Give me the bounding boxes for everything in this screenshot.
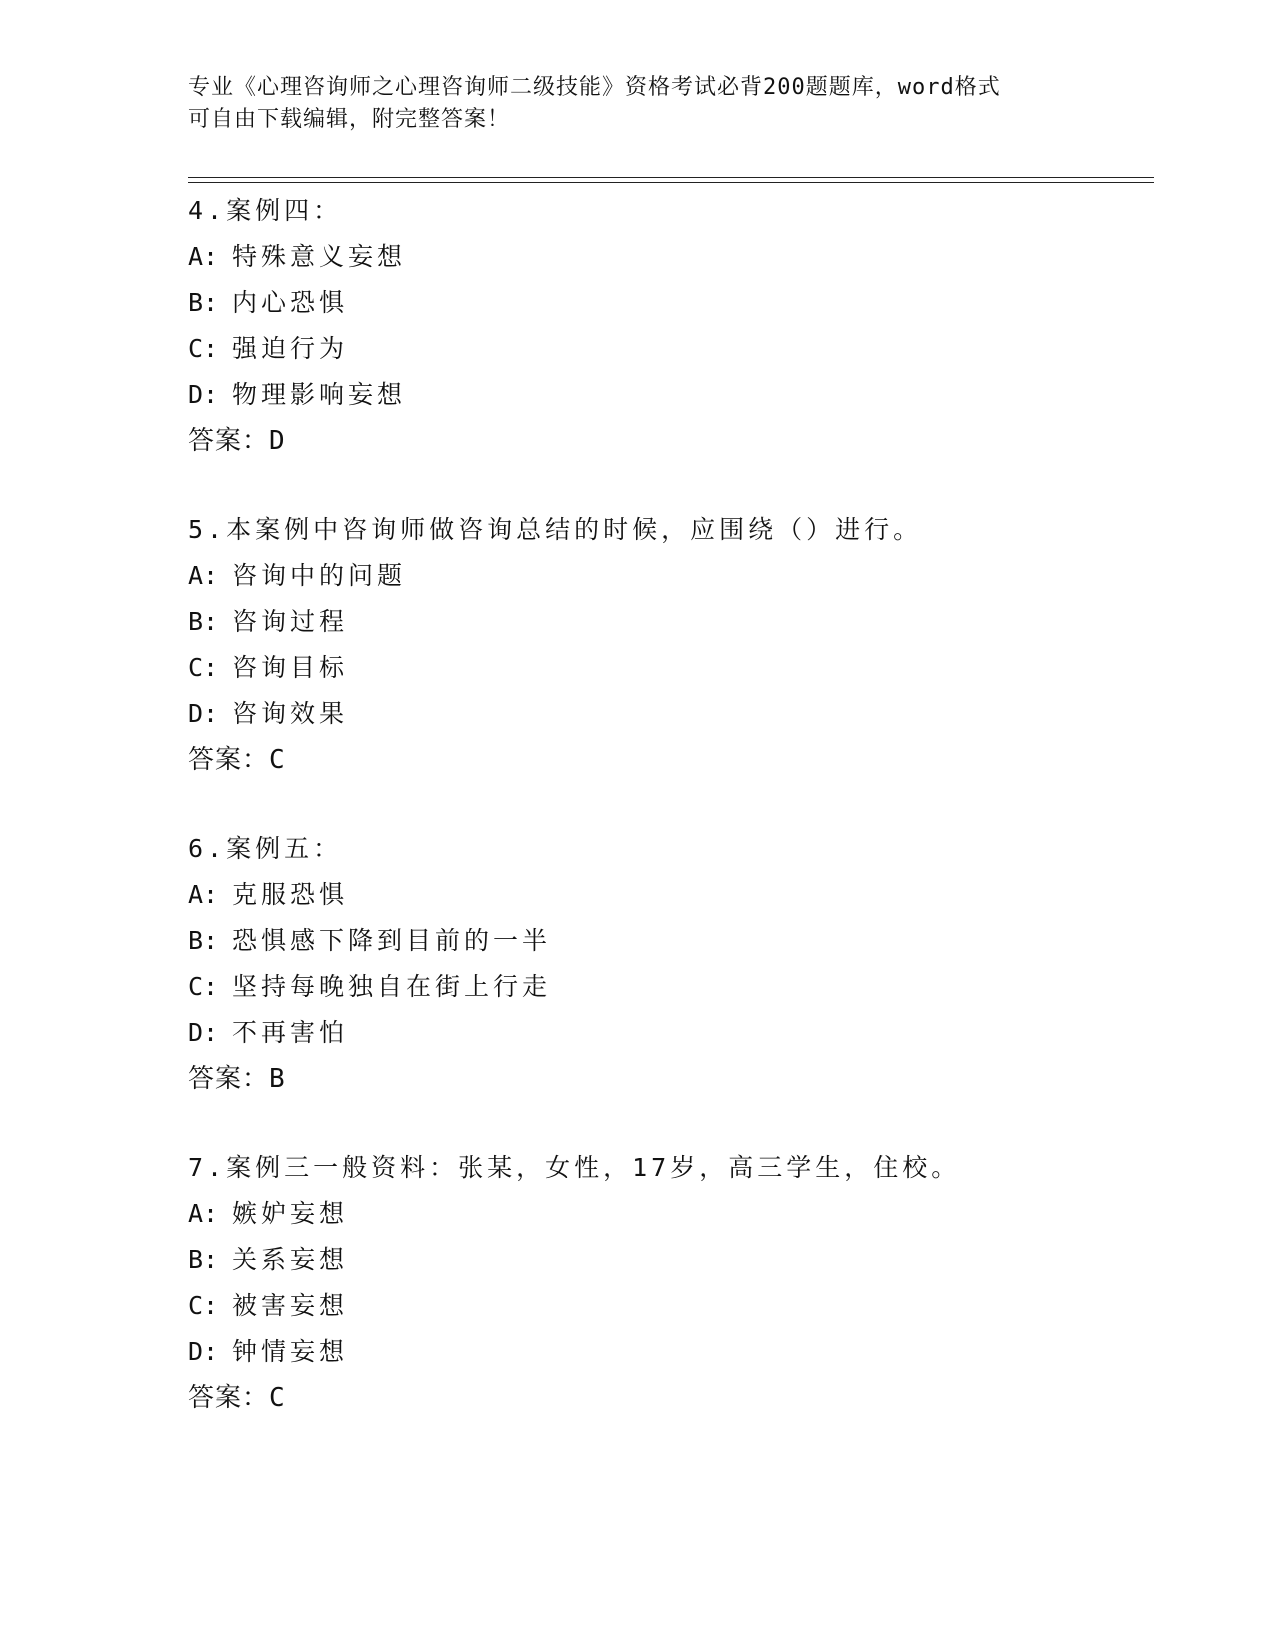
question-6 [188, 826, 1148, 1102]
option-text: 咨询效果 [232, 699, 349, 728]
option-letter: B: [188, 607, 219, 636]
answer: 答案：C [188, 1383, 286, 1413]
option-text: 咨询中的问题 [232, 561, 407, 590]
option-a [188, 553, 1148, 599]
option-letter: D: [188, 699, 219, 728]
option-d [188, 1010, 1148, 1056]
question-title: 5.本案例中咨询师做咨询总结的时候，应围绕（）进行。 [188, 515, 923, 544]
header-line-2: 可自由下载编辑，附完整答案！ [188, 107, 511, 132]
option-text: 恐惧感下降到目前的一半 [232, 926, 552, 955]
question-title: 6.案例五： [188, 834, 343, 863]
option-c [188, 645, 1148, 691]
option-letter: C: [188, 972, 219, 1001]
header-divider [188, 177, 1154, 183]
option-text: 嫉妒妄想 [232, 1199, 349, 1228]
document-header [188, 72, 1088, 136]
option-text: 物理影响妄想 [232, 380, 407, 409]
option-letter: D: [188, 380, 219, 409]
option-text: 克服恐惧 [232, 880, 349, 909]
question-list [188, 188, 1148, 1464]
option-a [188, 234, 1148, 280]
option-letter: A: [188, 880, 219, 909]
option-letter: B: [188, 1245, 219, 1274]
option-text: 内心恐惧 [232, 288, 349, 317]
option-letter: D: [188, 1018, 219, 1047]
question-title: 4.案例四： [188, 196, 343, 225]
option-text: 钟情妄想 [232, 1337, 349, 1366]
option-text: 特殊意义妄想 [232, 242, 407, 271]
option-letter: A: [188, 1199, 219, 1228]
option-b [188, 1237, 1148, 1283]
option-text: 坚持每晚独自在街上行走 [232, 972, 552, 1001]
option-letter: B: [188, 288, 219, 317]
option-a [188, 872, 1148, 918]
option-text: 被害妄想 [232, 1291, 349, 1320]
option-letter: A: [188, 561, 219, 590]
option-text: 强迫行为 [232, 334, 349, 363]
option-text: 咨询目标 [232, 653, 349, 682]
answer: 答案：B [188, 1064, 286, 1094]
option-d [188, 1329, 1148, 1375]
option-text: 不再害怕 [232, 1018, 349, 1047]
option-letter: C: [188, 653, 219, 682]
option-b [188, 918, 1148, 964]
option-letter: C: [188, 1291, 219, 1320]
question-4 [188, 188, 1148, 464]
option-b [188, 599, 1148, 645]
answer: 答案：D [188, 426, 286, 456]
question-title: 7.案例三一般资料：张某，女性，17岁，高三学生，住校。 [188, 1153, 961, 1182]
question-7 [188, 1145, 1148, 1421]
option-text: 咨询过程 [232, 607, 349, 636]
option-c [188, 1283, 1148, 1329]
option-d [188, 372, 1148, 418]
option-c [188, 326, 1148, 372]
option-letter: B: [188, 926, 219, 955]
option-d [188, 691, 1148, 737]
answer: 答案：C [188, 745, 286, 775]
option-c [188, 964, 1148, 1010]
header-line-1: 专业《心理咨询师之心理咨询师二级技能》资格考试必背200题题库，word格式 [188, 75, 1001, 100]
option-b [188, 280, 1148, 326]
question-5 [188, 507, 1148, 783]
option-letter: A: [188, 242, 219, 271]
option-letter: D: [188, 1337, 219, 1366]
option-text: 关系妄想 [232, 1245, 349, 1274]
option-letter: C: [188, 334, 219, 363]
option-a [188, 1191, 1148, 1237]
